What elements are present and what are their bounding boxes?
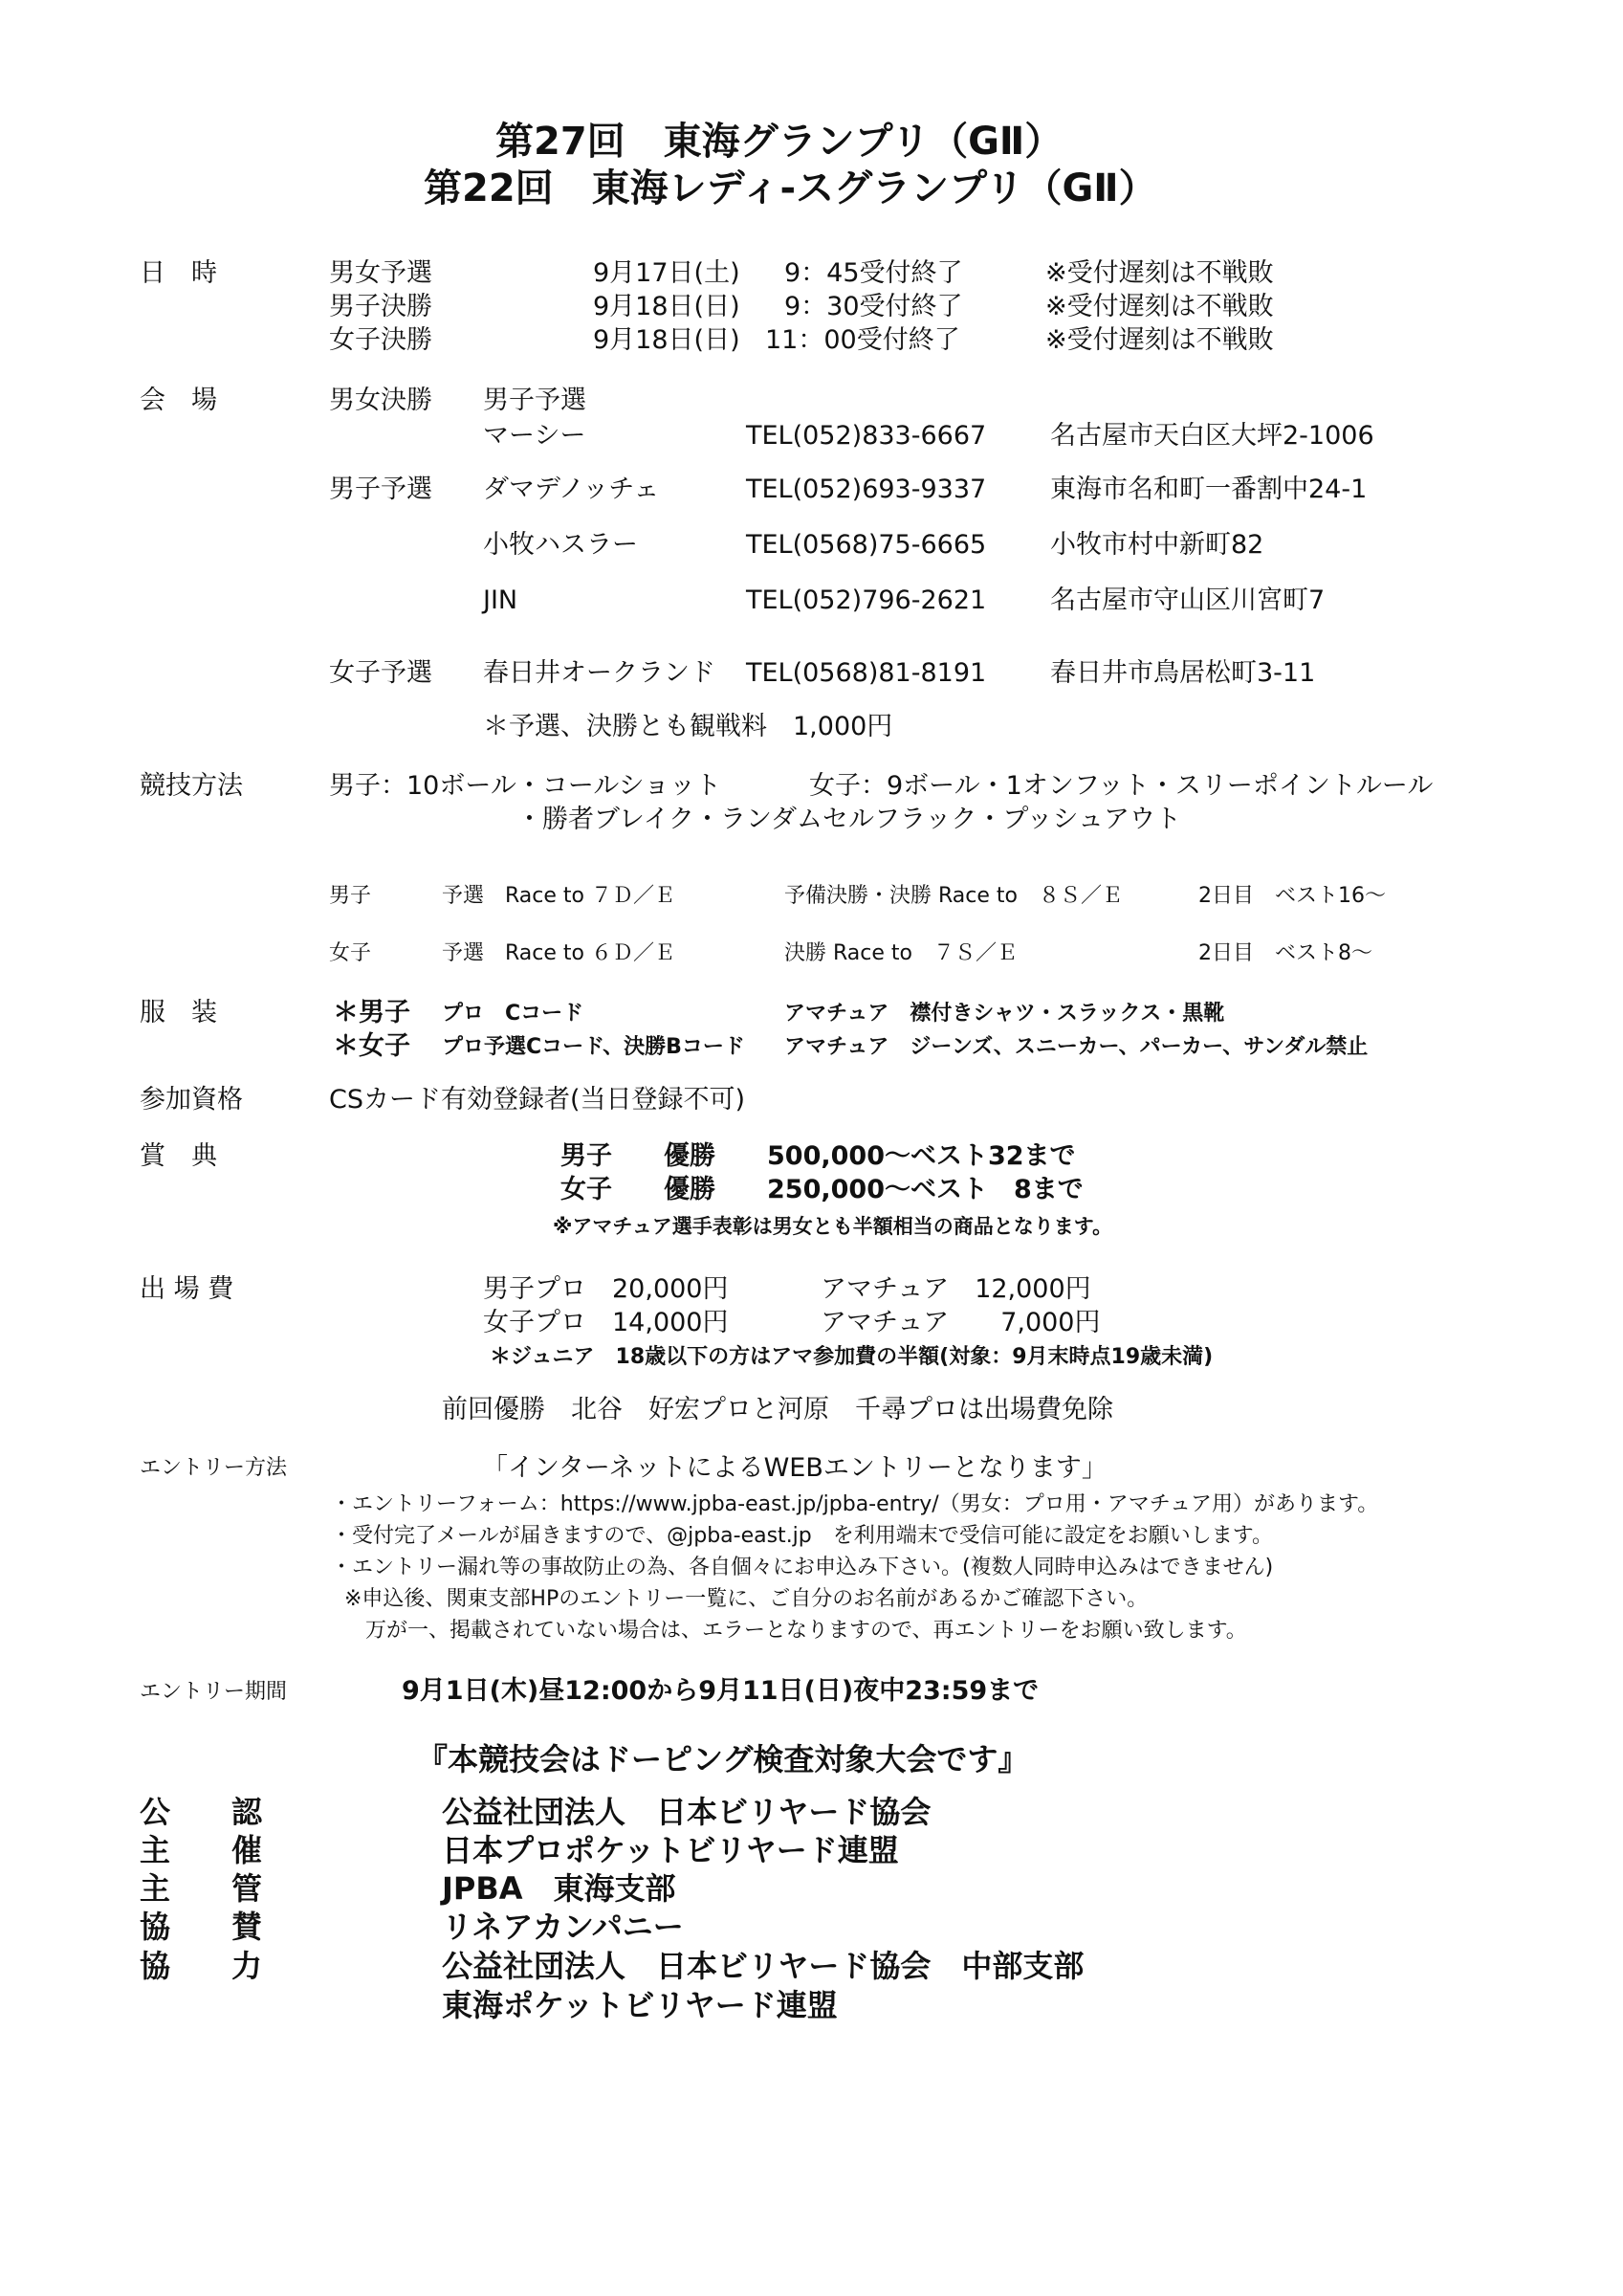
- fees-men-pro: 男子プロ 20,000円: [483, 1274, 729, 1304]
- schedule-time: 9：30受付終了: [784, 292, 963, 321]
- venue-address: 小牧市村中新町82: [1050, 530, 1264, 560]
- dress-women-amateur: アマチュア ジーンズ、スニーカー、パーカー、サンダル禁止: [784, 1035, 1369, 1059]
- organizer-label: 主 管: [140, 1870, 263, 1907]
- venue-tel: TEL(052)693-9337: [746, 475, 987, 504]
- venue-name: 春日井オークランド: [483, 658, 715, 688]
- venue-group1-label: 男女決勝: [329, 386, 432, 415]
- venue-label: 会 場: [140, 386, 217, 415]
- organizer-value: 公益社団法人 日本ビリヤード協会 中部支部: [442, 1948, 1085, 1984]
- venue-name: マーシー: [483, 421, 586, 451]
- entry-line: ・エントリー漏れ等の事故防止の為、各自個々にお申込み下さい。(複数人同時申込みはできません): [331, 1556, 1274, 1579]
- dress-men-amateur: アマチュア 襟付きシャツ・スラックス・黒靴: [784, 1002, 1225, 1026]
- venue-group2-label: 男子予選: [329, 475, 432, 504]
- prizes-label: 賞 典: [140, 1141, 217, 1171]
- period-label: エントリー期間: [140, 1680, 288, 1704]
- fees-women-amateur: アマチュア 7,000円: [821, 1308, 1101, 1337]
- venue-name: JIN: [483, 585, 518, 615]
- schedule-note: ※受付遅刻は不戦敗: [1045, 258, 1274, 288]
- venue-group1-sub: 男子予選: [483, 386, 586, 415]
- entry-line: 万が一、掲載されていない場合は、エラーとなりますので、再エントリーをお願い致します。: [365, 1619, 1247, 1643]
- organizer-value: 公益社団法人 日本ビリヤード協会: [442, 1794, 932, 1830]
- fees-men-amateur: アマチュア 12,000円: [821, 1274, 1091, 1304]
- organizer-label: 主 催: [140, 1832, 263, 1868]
- rules-label: 競技方法: [140, 771, 243, 801]
- fees-label: 出 場 費: [140, 1274, 234, 1304]
- schedule-date: 9月17日(土): [593, 258, 740, 288]
- title-line-2: 第22回 東海レディ-スグランプリ（GⅡ）: [424, 166, 1157, 210]
- rules-men-prelim: 予選 Race to ７Ｄ／Ｅ: [442, 884, 675, 908]
- entry-line: ・エントリーフォーム：https://www.jpba-east.jp/jpba-entry/（男女：プロ用・アマチュア用）があります。: [331, 1492, 1379, 1516]
- schedule-label: 日 時: [140, 258, 217, 288]
- schedule-note: ※受付遅刻は不戦敗: [1045, 292, 1274, 321]
- venue-tel: TEL(0568)81-8191: [746, 658, 987, 688]
- rules-men-final: 予備決勝・決勝 Race to ８Ｓ／Ｅ: [784, 884, 1123, 908]
- organizer-label: 協 賛: [140, 1909, 263, 1945]
- fees-junior: ＊ジュニア 18歳以下の方はアマ参加費の半額(対象：9月末時点19歳未満): [490, 1345, 1214, 1369]
- organizer-label: 公 認: [140, 1794, 263, 1830]
- schedule-note: ※受付遅刻は不戦敗: [1045, 325, 1274, 355]
- venue-tel: TEL(052)796-2621: [746, 585, 987, 615]
- period-value: 9月1日(木)昼12:00から9月11日(日)夜中23:59まで: [402, 1676, 1040, 1706]
- dress-label: 服 装: [140, 998, 217, 1027]
- rules-women-format: 女子：9ボール・1オンフット・スリーポイントルール: [809, 771, 1434, 801]
- rules-men-format: 男子：10ボール・コールショット: [329, 771, 722, 801]
- schedule-event: 男子決勝: [329, 292, 432, 321]
- venue-address: 春日井市鳥居松町3-11: [1050, 658, 1316, 688]
- prizes-women: 女子 優勝 250,000～ベスト 8まで: [560, 1175, 1084, 1204]
- entry-line: ・受付完了メールが届きますので、@jpba-east.jp を利用端末で受信可能に設定をお願いします。: [331, 1524, 1273, 1548]
- dress-men-label: ＊男子: [333, 998, 410, 1027]
- venue-note: ＊予選、決勝とも観戦料 1,000円: [483, 712, 893, 741]
- venue-tel: TEL(0568)75-6665: [746, 530, 987, 560]
- schedule-time: 9：45受付終了: [784, 258, 963, 288]
- prizes-note: ※アマチュア選手表彰は男女とも半額相当の商品となります。: [553, 1215, 1113, 1238]
- fees-women-pro: 女子プロ 14,000円: [483, 1308, 729, 1337]
- schedule-event: 女子決勝: [329, 325, 432, 355]
- doping-notice: 『本競技会はドーピング検査対象大会です』: [417, 1741, 1029, 1777]
- eligibility-label: 参加資格: [140, 1085, 243, 1115]
- venue-name: 小牧ハスラー: [483, 530, 638, 560]
- rules-men-label: 男子: [329, 884, 372, 908]
- venue-address: 名古屋市天白区大坪2-1006: [1050, 421, 1374, 451]
- organizer-label: 協 力: [140, 1948, 263, 1984]
- rules-women-final: 決勝 Race to ７Ｓ／Ｅ: [784, 941, 1018, 965]
- rules-common: ・勝者ブレイク・ランダムセルフラック・プッシュアウト: [516, 805, 1181, 834]
- entry-label: エントリー方法: [140, 1456, 288, 1480]
- prizes-men: 男子 優勝 500,000～ベスト32まで: [560, 1141, 1076, 1171]
- rules-women-prelim: 予選 Race to ６Ｄ／Ｅ: [442, 941, 675, 965]
- organizer-value: リネアカンパニー: [442, 1909, 684, 1945]
- venue-address: 東海市名和町一番割中24-1: [1050, 475, 1368, 504]
- schedule-time: 11：00受付終了: [765, 325, 960, 355]
- entry-line: ※申込後、関東支部HPのエントリー一覧に、ご自分のお名前があるかご確認下さい。: [344, 1587, 1149, 1611]
- schedule-date: 9月18日(日): [593, 325, 740, 355]
- venue-name: ダマデノッチェ: [483, 475, 660, 504]
- venue-group3-label: 女子予選: [329, 658, 432, 688]
- schedule-event: 男女予選: [329, 258, 432, 288]
- rules-women-day2: 2日目 ベスト8～: [1198, 941, 1372, 965]
- schedule-date: 9月18日(日): [593, 292, 740, 321]
- entry-headline: 「インターネットによるWEBエントリーとなります」: [482, 1453, 1108, 1483]
- venue-tel: TEL(052)833-6667: [746, 421, 987, 451]
- rules-men-day2: 2日目 ベスト16～: [1198, 884, 1386, 908]
- dress-men-pro: プロ Cコード: [442, 1002, 584, 1026]
- organizer-value-extra: 東海ポケットビリヤード連盟: [442, 1987, 838, 2023]
- dress-women-label: ＊女子: [333, 1031, 410, 1061]
- venue-address: 名古屋市守山区川宮町7: [1050, 585, 1326, 615]
- organizer-value: JPBA 東海支部: [442, 1870, 676, 1907]
- organizer-value: 日本プロポケットビリヤード連盟: [442, 1832, 899, 1868]
- rules-women-label: 女子: [329, 941, 372, 965]
- dress-women-pro: プロ予選Cコード、決勝Bコード: [442, 1035, 745, 1059]
- title-line-1: 第27回 東海グランプリ（GⅡ）: [495, 120, 1064, 164]
- fees-exemption: 前回優勝 北谷 好宏プロと河原 千尋プロは出場費免除: [442, 1395, 1113, 1424]
- eligibility-value: CSカード有効登録者(当日登録不可): [329, 1085, 746, 1115]
